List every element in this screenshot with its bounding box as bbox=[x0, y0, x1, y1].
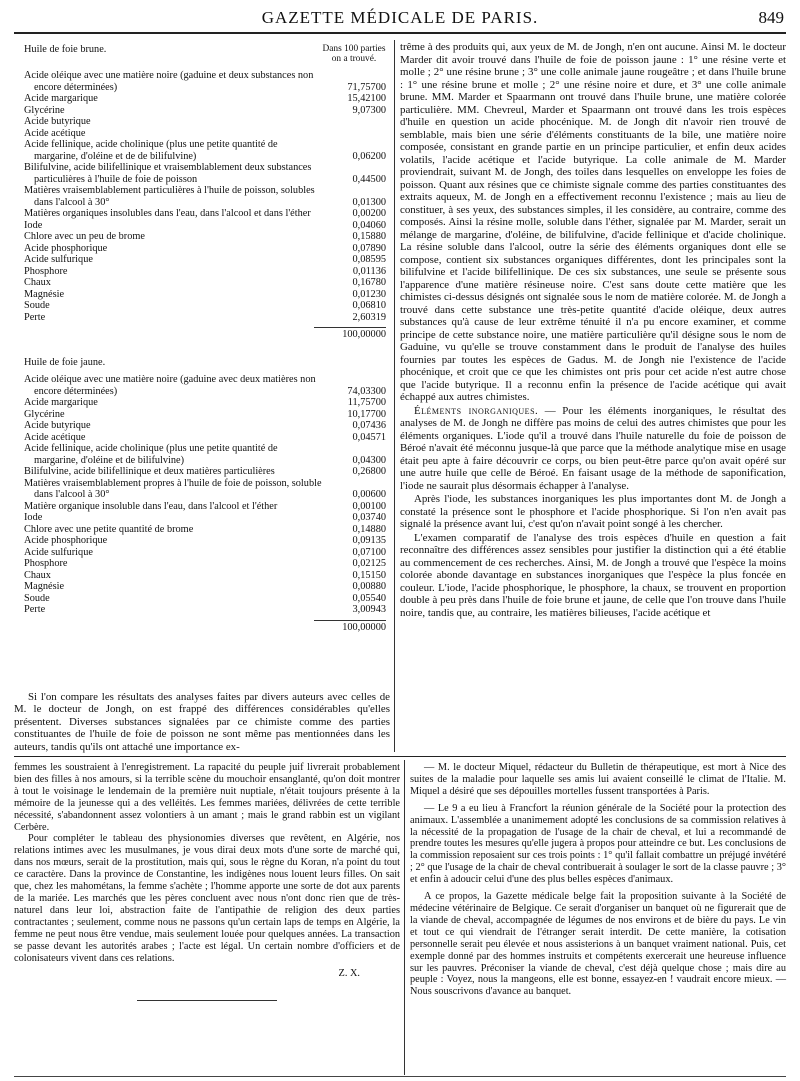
row-value: 10,17700 bbox=[347, 408, 386, 420]
table-row bbox=[14, 243, 390, 255]
article-paragraph bbox=[400, 41, 786, 404]
table-row bbox=[14, 524, 390, 536]
table-rows bbox=[14, 70, 390, 323]
table-row bbox=[14, 443, 390, 466]
article-paragraph bbox=[400, 493, 786, 531]
table-row bbox=[14, 420, 390, 432]
analysis-tables bbox=[14, 44, 390, 649]
row-label: Bilifulvine, acide bilifellinique et vraisemblablement deux substances particulières à l'huile de foie de poisson bbox=[24, 162, 312, 185]
row-label: Phosphore bbox=[24, 558, 68, 569]
table-row bbox=[14, 185, 390, 208]
table-row bbox=[14, 558, 390, 570]
row-label: Matières vraisemblablement particulières à l'huile de poisson, solubles dans l'alcool à 30° bbox=[24, 185, 315, 208]
footer-rule bbox=[14, 1076, 786, 1077]
row-value: 74,03300 bbox=[347, 385, 386, 397]
table-row bbox=[14, 312, 390, 324]
row-label: Acide fellinique, acide cholinique (plus une petite quantité de margarine, d'oléine et de de bilifulvine) bbox=[24, 139, 278, 162]
row-label: Chaux bbox=[24, 277, 51, 288]
row-value: 0,01136 bbox=[352, 265, 386, 277]
row-label: Soude bbox=[24, 592, 50, 604]
row-value: 0,00880 bbox=[352, 581, 386, 592]
row-value: 0,00200 bbox=[352, 208, 386, 219]
row-label: Acide phosphorique bbox=[24, 242, 108, 254]
table-header bbox=[14, 44, 390, 64]
row-value: 0,06810 bbox=[352, 300, 386, 311]
row-value: 0,26800 bbox=[352, 466, 386, 477]
table-row bbox=[14, 512, 390, 524]
feuilleton-column bbox=[14, 762, 400, 1001]
table-total: 100,00000 bbox=[342, 329, 386, 340]
row-value: 0,15150 bbox=[352, 569, 386, 581]
sum-rule bbox=[314, 620, 386, 621]
row-value: 0,08595 bbox=[352, 254, 386, 265]
row-label: Matières vraisemblablement propres à l'huile de foie de poisson, soluble dans l'alcool à 30° bbox=[24, 477, 322, 500]
table-caption: Huile de foie jaune. bbox=[24, 356, 106, 368]
article-column-right bbox=[400, 41, 786, 620]
row-label: Matière organique insoluble dans l'eau, dans l'alcool et l'éther bbox=[24, 500, 278, 512]
row-label: Chlore avec une petite quantité de brome bbox=[24, 523, 194, 535]
table-row bbox=[14, 116, 390, 128]
row-value: 0,14880 bbox=[352, 523, 386, 535]
table-row bbox=[14, 266, 390, 278]
row-label: Bilifulvine, acide bilifellinique et deux matières particulières bbox=[24, 466, 275, 477]
row-label: Perte bbox=[24, 604, 46, 615]
row-value: 0,15880 bbox=[352, 231, 386, 242]
table-caption: Huile de foie brune. bbox=[24, 44, 107, 55]
row-value: 0,02125 bbox=[352, 558, 386, 569]
row-label: Acide margarique bbox=[24, 93, 98, 104]
table-row bbox=[14, 231, 390, 243]
row-label: Acide margarique bbox=[24, 397, 98, 408]
table-row bbox=[14, 105, 390, 117]
row-label: Acide fellinique, acide cholinique (plus une petite quantité de margarine, d'oléine et de bilifulvine) bbox=[24, 443, 278, 466]
row-label: Acide acétique bbox=[24, 431, 86, 443]
table-row bbox=[14, 139, 390, 162]
row-value: 0,07436 bbox=[352, 420, 386, 431]
news-item: — M. le docteur Miquel, rédacteur du Bulletin de thérapeutique, est mort à Nice des suites de la maladie pour laquelle ses amis lui avaient conseillé le climat de l'Italie. M. Miquel a désiré que ses dépouilles mortelles fussent transportées à Paris. bbox=[410, 762, 786, 797]
row-value: 0,00600 bbox=[352, 489, 386, 500]
paragraph-text: trême à des produits qui, aux yeux de M. de Jongh, n'en ont aucune. Ainsi M. le docteur Marder dit avoir trouvé dans l'huile de foie de poisson jaune : 1° une résine verte et molle ; 2° une résine brune ; 3° une colle animale jaune rougeâtre ; et dans l'huile brune : 1° une résine brune et molle ; 2° une résine noire et dure, et 3° une colle animale brune. MM. Marder et Spaarmann ont trouvé dans l'huile brune, une matière colorée particulière. MM. Chevreul, Marder et Spaarmann ont trouvé dans les trois espèces d'huile en question un acide phocénique. M. de Jongh dit n'avoir rien trouvé de semblable, mais bien une série d'éléments constituants de la bile, une matière noire composée, consistant en grande partie en un principe particulier, et enfin deux acides volatils, l'acide acétique et l'acide butyrique. La colle animale de M. Marder proviendrait, suivant M. de Jongh, des toiles dans lesquelles on enveloppe les foies de poisson. Quant aux résines que ce chimiste signale comme des parties constituantes des extraits aqueux, M. de Jongh en a effectivement reconnu l'existence ; mais au lieu de constituer, à ses yeux, des substances simples, il les considère, au contraire, comme des composés. Ainsi la résine molle, soluble dans l'éther, signalée par M. Marder, serait un mélange de margarine, d'oléine, de bilifulvine, d'acide fellinique et d'acide cholinique. La résine soluble dans l'alcool, outre la série des éléments organiques dont elle se compose, contient six substances organiques différentes, dont les principales sont la bilifulvine et l'acide bilifellinique. De ces six substances, une seule se présente sous l'apparence d'une matière résineuse noire. C'est sans doute cette matière que les chimistes ci-dessus désignés ont signalée sous le nom de matière colorée. M. de Jongh a trouvé dans cette substance une très-petite quantité d'acide oléique, deux autres substances qu'à cause de leur extrême ténuité il n'a pu encore examiner, et comme principe de cette substance noire, une matière particulière qu'il désigne sous le nom de Gaduine, vu qu'elle se trouve constamment dans le produit de l'analyse des huiles fournies par toutes les espèces de Gadus. M. de Jongh nie l'existence de l'acide phocénique, et croit que ce que les chimistes ont pris pour cet acide n'est autre chose que l'acide butyrique. Il a reconnu enfin la présence de l'acide acétique qui avait échappé aux autres chimistes. bbox=[400, 41, 786, 403]
row-value: 0,06200 bbox=[352, 150, 386, 162]
row-value: 0,00100 bbox=[352, 500, 386, 512]
row-label: Iode bbox=[24, 512, 43, 523]
table-row bbox=[14, 397, 390, 409]
row-value: 0,07100 bbox=[352, 546, 386, 558]
table-row bbox=[14, 604, 390, 616]
column-divider bbox=[404, 760, 405, 1075]
row-value: 0,44500 bbox=[352, 173, 386, 185]
table-row bbox=[14, 162, 390, 185]
table-row bbox=[14, 220, 390, 232]
row-label: Acide sulfurique bbox=[24, 254, 93, 265]
table-total: 100,00000 bbox=[342, 621, 386, 633]
table-row bbox=[14, 478, 390, 501]
row-value: 0,07890 bbox=[352, 242, 386, 254]
row-label: Perte bbox=[24, 311, 46, 323]
row-label: Glycérine bbox=[24, 104, 65, 116]
table-row bbox=[14, 535, 390, 547]
row-label: Phosphore bbox=[24, 265, 68, 277]
comparison-paragraph: Si l'on compare les résultats des analyses faites par divers auteurs avec celles de M. le docteur de Jongh, on est frappé des différences considérables qu'elles présentent. Diverses substances signalées par ce chimiste comme des parties constituantes de l'huile de foie de poisson ne sont même pas mentionnées dans les auteurs, tandis qu'ils ont attaché une importance ex- bbox=[14, 691, 390, 753]
row-label: Acide sulfurique bbox=[24, 546, 93, 558]
row-label: Acide phosphorique bbox=[24, 535, 108, 546]
article-paragraph bbox=[400, 532, 786, 620]
row-value: 9,07300 bbox=[352, 104, 386, 116]
column-heading: Dans 100 parties on a trouvé. bbox=[322, 44, 386, 64]
row-label: Acide butyrique bbox=[24, 420, 91, 431]
table-row bbox=[14, 547, 390, 559]
table-row bbox=[14, 208, 390, 220]
sum-rule bbox=[314, 327, 386, 328]
table-row bbox=[14, 593, 390, 605]
column-divider bbox=[394, 40, 395, 752]
table-row bbox=[14, 289, 390, 301]
table-row bbox=[14, 374, 390, 397]
paragraph-text: Après l'iode, les substances inorganiques les plus importantes dont M. de Jongh a constaté la présence sont le phosphore et l'acide phosphorique. Si l'on n'en avait pas signalé la présence avant lui, c'est qu'on n'avait point songé à les chercher. bbox=[400, 493, 786, 530]
row-value: 3,00943 bbox=[352, 604, 386, 615]
table-row bbox=[14, 570, 390, 582]
row-label: Magnésie bbox=[24, 581, 65, 592]
header-rule bbox=[14, 32, 786, 34]
row-label: Iode bbox=[24, 219, 43, 231]
section-lead: Éléments inorganiques. bbox=[414, 404, 539, 417]
signature: Z. X. bbox=[338, 968, 360, 980]
row-label: Magnésie bbox=[24, 288, 65, 300]
table-row bbox=[14, 254, 390, 266]
row-label: Soude bbox=[24, 300, 50, 311]
row-value: 0,04060 bbox=[352, 219, 386, 231]
table-rows bbox=[14, 374, 390, 616]
table-row bbox=[14, 70, 390, 93]
table-row bbox=[14, 409, 390, 421]
row-value: 0,09135 bbox=[352, 535, 386, 546]
separator-rule bbox=[137, 1000, 277, 1001]
feuilleton-paragraph: femmes les soustraient à l'enregistrement. La rapacité du peuple juif livrerait probablement bien des filles à nos amours, si la terrible scène du mouchoir ensanglanté, qu'on doit montrer à tout le voisinage le lendemain de la première nuit nuptiale, n'était toujours présente à la mémoire de la jeunesse qui a des velléités. Les femmes mariées, délivrées de cette terrible nécessité, s'abandonnent assez volontiers à un amant ; mais le grand rabbin est un vigilant Cerbère. bbox=[14, 762, 400, 833]
news-item: — Le 9 a eu lieu à Francfort la réunion générale de la Société pour la protection des animaux. L'assemblée a unanimement adopté les conclusions de sa commission relatives à la nécessité de la propagation de l'usage de la chair de cheval, et lui a recommandé de prendre toutes les mesures qu'elle jugera à propos pour atteindre ce but. Les conclusions de la commission reposaient sur ces trois points : 1° qu'il fallait combattre un préjugé invétéré ; 2° que l'usage de la chair de cheval contribuerait à soulager le sort de la classe pauvre ; 3° et enfin à adoucir celui d'une des plus belles espèces d'animaux. bbox=[410, 802, 786, 886]
row-value: 15,42100 bbox=[347, 93, 386, 104]
row-label: Glycérine bbox=[24, 408, 65, 420]
section-rule bbox=[14, 756, 786, 757]
row-value: 0,05540 bbox=[352, 592, 386, 604]
table-row bbox=[14, 277, 390, 289]
row-value: 0,03740 bbox=[352, 512, 386, 523]
article-paragraph bbox=[400, 405, 786, 493]
news-item: A ce propos, la Gazette médicale belge fait la proposition suivante à la Société de médecine vétérinaire de Belgique. Ce serait d'organiser un banquet où ne figurerait que de la viande de cheval, accompagnée de légumes de nos environs et de bière du pays. Le vin et tout ce qui viendrait de l'étranger serait interdit. De cette manière, la cotisation personnelle serait peu élevée et nous assisterions à un banquet vraiment national. Puis, cet exemple donné par des hommes instruits et compétents exercerait une heureuse influence sur les pauvres. Préconiser la viande de cheval, c'est déjà quelque chose ; mais dire au peuple : Voyez, nous la mangeons, elle est bonne, essayez-en ! vaudrait encore mieux. — Nous souscrivons d'avance au banquet. bbox=[410, 891, 786, 998]
table-row bbox=[14, 501, 390, 513]
table-row bbox=[14, 432, 390, 444]
paragraph-text: L'examen comparatif de l'analyse des trois espèces d'huile en question a fait reconnaître des différences assez sensibles pour justifier la distinction qui a été établie au commencement de ces recherches. Ainsi, M. de Jongh a trouvé que l'espèce la moins colorée abonde davantage en substances inorganiques que l'espèce la plus foncée en couleur. L'iode, l'acide phosphorique, le phosphore, la chaux, se trouvent en proportion double à peu près dans l'huile de foie brune et jaune, de celle que l'on trouve dans l'huile noire, tandis que, au contraire, les matières bilieuses, l'acide acétique et bbox=[400, 531, 786, 619]
table-row bbox=[14, 93, 390, 105]
row-value: 0,04300 bbox=[352, 454, 386, 466]
table-row bbox=[14, 466, 390, 478]
news-column bbox=[410, 762, 786, 1003]
row-label: Matières organiques insolubles dans l'eau, dans l'alcool et dans l'éther bbox=[24, 208, 311, 219]
row-label: Chaux bbox=[24, 569, 51, 581]
page-header-title: GAZETTE MÉDICALE DE PARIS. bbox=[261, 8, 539, 27]
row-value: 11,75700 bbox=[347, 397, 386, 408]
row-value: 71,75700 bbox=[347, 81, 386, 93]
row-value: 0,04571 bbox=[352, 431, 386, 443]
row-value: 2,60319 bbox=[352, 311, 386, 323]
feuilleton-paragraph: Pour compléter le tableau des physionomies diverses que revêtent, en Algérie, nos relations intimes avec les musulmanes, je vous dirai deux mots d'une sorte de marché qui, dans nos mœurs, serait de la prostitution, mais qui, sous le règne du Koran, n'a point du tout ce caractère. Dans la province de Constantine, les indigènes nous louent leurs filles. On sait que, chez les mahométans, la femme s'achète ; l'homme apporte une sorte de dot aux parents de la mariée. Les marchés que les pères concluent avec nous n'ont donc rien que de très-naturel dans leur loi, abstraction faite de l'antipathie de religion des deux parties contractantes ; seulement, comme nous ne passons qu'un certain laps de temps en Algérie, la femme ne peut nous être vendue, mais seulement louée pour quelques années. La transaction se passe devant les autorités arabes ; l'acte est légal. Un certain nombre d'officiers et de colonisateurs vivent dans ces relations. bbox=[14, 833, 400, 964]
table-row bbox=[14, 128, 390, 140]
row-label: Acide oléique avec une matière noire (gaduine avec deux matières non encore déterminées) bbox=[24, 374, 316, 397]
row-label: Acide oléique avec une matière noire (gaduine et deux substances non encore déterminées) bbox=[24, 70, 314, 93]
row-value: 0,01300 bbox=[352, 196, 386, 208]
row-label: Chlore avec un peu de brome bbox=[24, 231, 145, 242]
paragraph-text: — Pour les éléments inorganiques, le résultat des analyses de M. de Jongh ne diffère pas moins de celui des autres chimistes que pour les éléments organiques. L'iode qu'il a trouvé dans l'huile naturelle du foie de poisson de Béroé n'avait été méconnu jusque-là que parce que la méthode analytique mise en usage était peu apte à faire découvrir ce corps, ou bien peut-être parce qu'on avait opéré sur une autre huile que celle de Béroé. En faisant usage de la méthode de saponification, l'iode ne saurait plus désormais échapper à l'analyse. bbox=[400, 404, 787, 492]
row-label: Acide butyrique bbox=[24, 116, 91, 127]
table-row bbox=[14, 300, 390, 312]
row-value: 0,16780 bbox=[352, 277, 386, 288]
table-row bbox=[14, 581, 390, 593]
row-label: Acide acétique bbox=[24, 127, 86, 139]
page-number: 849 bbox=[758, 8, 784, 27]
table-header bbox=[14, 357, 390, 369]
row-value: 0,01230 bbox=[352, 288, 386, 300]
